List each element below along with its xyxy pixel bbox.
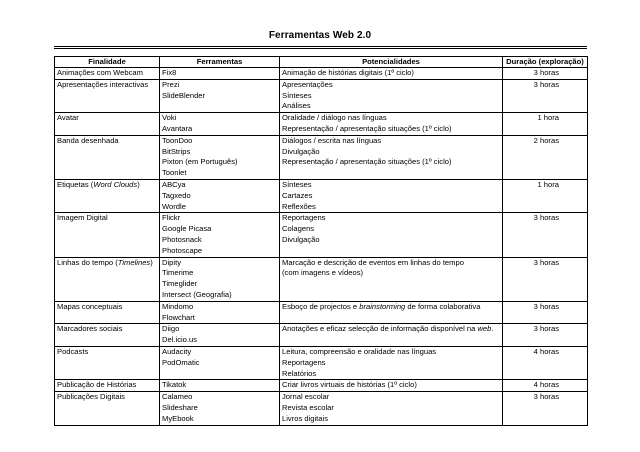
table-row: [55, 79, 588, 112]
cell-duracao: 1 hora: [503, 179, 588, 212]
cell-ferramentas: ABCya Tagxedo Wordle: [160, 179, 280, 212]
cell-potencialidades: Marcação e descrição de eventos em linhas do tempo (com imagens e vídeos): [280, 257, 503, 301]
cell-ferramentas: Mindomo Flowchart: [160, 301, 280, 324]
cell-potencialidades: Jornal escolar Revista escolar Livros digitais: [280, 392, 503, 425]
header-ferramentas: Ferramentas: [160, 57, 280, 68]
header-potencialidades: Potencialidades: [280, 57, 503, 68]
cell-finalidade: Linhas do tempo (Timelines): [55, 257, 160, 301]
header-duracao: Duração (exploração): [503, 57, 588, 68]
cell-ferramentas: Flickr Google Picasa Photosnack Photoscape: [160, 213, 280, 257]
cell-finalidade: Podcasts: [55, 346, 160, 379]
cell-potencialidades: Criar livros virtuais de histórias (1º ciclo): [280, 380, 503, 392]
cell-duracao: 3 horas: [503, 324, 588, 347]
table-row: [55, 392, 588, 425]
cell-duracao: 3 horas: [503, 301, 588, 324]
cell-duracao: 4 horas: [503, 346, 588, 379]
cell-duracao: 3 horas: [503, 213, 588, 257]
cell-potencialidades: Reportagens Colagens Divulgação: [280, 213, 503, 257]
table-row: [55, 135, 588, 179]
cell-potencialidades: Sínteses Cartazes Reflexões: [280, 179, 503, 212]
cell-ferramentas: Tikatok: [160, 380, 280, 392]
cell-finalidade: Animações com Webcam: [55, 68, 160, 80]
page-title: Ferramentas Web 2.0: [268, 30, 372, 41]
cell-ferramentas: Voki Avantara: [160, 113, 280, 136]
cell-finalidade: Mapas conceptuais: [55, 301, 160, 324]
cell-ferramentas: Audacity PodOmatic: [160, 346, 280, 379]
cell-ferramentas: Calameo Slideshare MyEbook: [160, 392, 280, 425]
cell-duracao: 3 horas: [503, 257, 588, 301]
cell-duracao: 1 hora: [503, 113, 588, 136]
cell-potencialidades: Diálogos / escrita nas línguas Divulgação Representação / apresentação situações (1º ciclo): [280, 135, 503, 179]
cell-duracao: 4 horas: [503, 380, 588, 392]
title-rule-top: [54, 46, 587, 47]
table-row: [55, 257, 588, 301]
cell-duracao: 3 horas: [503, 392, 588, 425]
table-row: [55, 324, 588, 347]
cell-potencialidades: Anotações e eficaz selecção de informação disponível na web.: [280, 324, 503, 347]
table-row: [55, 179, 588, 212]
table-header-row: [55, 57, 588, 68]
cell-ferramentas: Dipity Timerime Timeglider Intersect (Geografia): [160, 257, 280, 301]
table-row: [55, 213, 588, 257]
cell-finalidade: Imagem Digital: [55, 213, 160, 257]
cell-ferramentas: ToonDoo BitStrips Pixton (em Português) Toonlet: [160, 135, 280, 179]
cell-finalidade: Etiquetas (Word Clouds): [55, 179, 160, 212]
cell-finalidade: Publicação de Histórias: [55, 380, 160, 392]
cell-potencialidades: Esboço de projectos e brainstorming de forma colaborativa: [280, 301, 503, 324]
table-row: [55, 301, 588, 324]
cell-potencialidades: Oralidade / diálogo nas línguas Representação / apresentação situações (1º ciclo): [280, 113, 503, 136]
cell-duracao: 2 horas: [503, 135, 588, 179]
header-finalidade: Finalidade: [55, 57, 160, 68]
cell-ferramentas: Fix8: [160, 68, 280, 80]
cell-potencialidades: Apresentações Sínteses Análises: [280, 79, 503, 112]
cell-potencialidades: Leitura, compreensão e oralidade nas línguas Reportagens Relatórios: [280, 346, 503, 379]
table-row: [55, 380, 588, 392]
title-rule-bottom: [54, 48, 587, 49]
table-row: [55, 346, 588, 379]
table-row: [55, 113, 588, 136]
cell-potencialidades: Animação de histórias digitais (1º ciclo): [280, 68, 503, 80]
cell-duracao: 3 horas: [503, 79, 588, 112]
cell-ferramentas: Diigo Del.icio.us: [160, 324, 280, 347]
cell-finalidade: Avatar: [55, 113, 160, 136]
tools-table: [54, 56, 588, 426]
cell-finalidade: Banda desenhada: [55, 135, 160, 179]
cell-finalidade: Marcadores sociais: [55, 324, 160, 347]
cell-duracao: 3 horas: [503, 68, 588, 80]
table-row: [55, 68, 588, 80]
cell-finalidade: Publicações Digitais: [55, 392, 160, 425]
cell-ferramentas: Prezi SlideBlender: [160, 79, 280, 112]
cell-finalidade: Apresentações interactivas: [55, 79, 160, 112]
